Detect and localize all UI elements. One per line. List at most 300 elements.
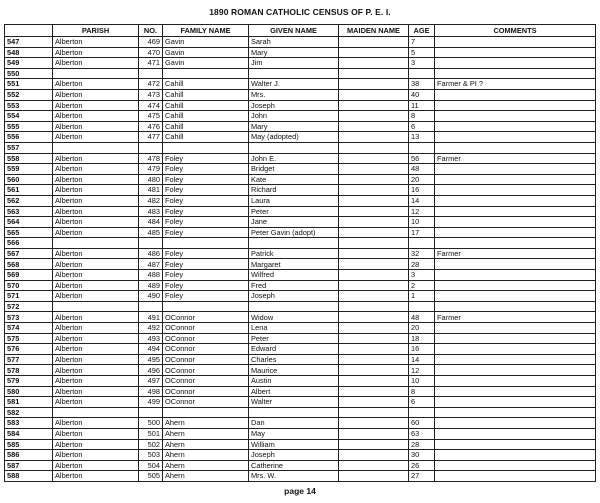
header-maiden-name: MAIDEN NAME [339, 25, 409, 37]
parish-cell [53, 142, 139, 153]
given-name-cell: Peter [249, 333, 339, 344]
table-row [5, 111, 596, 122]
given-name-cell: Joseph [249, 450, 339, 461]
family-name-cell [163, 407, 249, 418]
no-cell: 475 [139, 111, 163, 122]
age-cell: 2 [409, 280, 435, 291]
table-row [5, 227, 596, 238]
maiden-name-cell [339, 354, 409, 365]
maiden-name-cell [339, 407, 409, 418]
age-cell [409, 301, 435, 312]
parish-cell [53, 407, 139, 418]
table-row [5, 47, 596, 58]
table-row [5, 365, 596, 376]
no-cell [139, 238, 163, 249]
maiden-name-cell [339, 259, 409, 270]
parish-cell: Alberton [53, 37, 139, 48]
age-cell: 14 [409, 195, 435, 206]
no-cell: 472 [139, 79, 163, 90]
no-cell: 488 [139, 270, 163, 281]
maiden-name-cell [339, 450, 409, 461]
family-name-cell: Cahill [163, 89, 249, 100]
maiden-name-cell [339, 301, 409, 312]
no-cell: 476 [139, 121, 163, 132]
table-row [5, 206, 596, 217]
family-name-cell: OConnor [163, 386, 249, 397]
row-number-cell: 581 [5, 397, 53, 408]
maiden-name-cell [339, 100, 409, 111]
row-number-cell: 576 [5, 344, 53, 355]
maiden-name-cell [339, 333, 409, 344]
given-name-cell [249, 301, 339, 312]
parish-cell: Alberton [53, 450, 139, 461]
family-name-cell: Ahern [163, 418, 249, 429]
family-name-cell: OConnor [163, 354, 249, 365]
table-row [5, 344, 596, 355]
given-name-cell: Kate [249, 174, 339, 185]
age-cell: 12 [409, 206, 435, 217]
family-name-cell: Cahill [163, 121, 249, 132]
family-name-cell: Foley [163, 291, 249, 302]
family-name-cell [163, 238, 249, 249]
parish-cell: Alberton [53, 47, 139, 58]
no-cell: 495 [139, 354, 163, 365]
age-cell: 18 [409, 333, 435, 344]
family-name-cell: Foley [163, 248, 249, 259]
no-cell: 496 [139, 365, 163, 376]
family-name-cell: OConnor [163, 312, 249, 323]
given-name-cell: Jim [249, 58, 339, 69]
no-cell: 499 [139, 397, 163, 408]
row-number-cell: 584 [5, 428, 53, 439]
given-name-cell: Jane [249, 217, 339, 228]
table-row [5, 386, 596, 397]
family-name-cell: Foley [163, 259, 249, 270]
family-name-cell: Gavin [163, 58, 249, 69]
given-name-cell: Edward [249, 344, 339, 355]
table-row [5, 58, 596, 69]
age-cell: 60 [409, 418, 435, 429]
no-cell: 487 [139, 259, 163, 270]
age-cell: 10 [409, 376, 435, 387]
parish-cell: Alberton [53, 386, 139, 397]
parish-cell: Alberton [53, 471, 139, 482]
given-name-cell [249, 142, 339, 153]
given-name-cell: Mrs. [249, 89, 339, 100]
table-row [5, 280, 596, 291]
row-number-cell: 556 [5, 132, 53, 143]
maiden-name-cell [339, 439, 409, 450]
table-row [5, 132, 596, 143]
no-cell: 494 [139, 344, 163, 355]
table-row [5, 450, 596, 461]
comments-cell [435, 89, 596, 100]
parish-cell: Alberton [53, 79, 139, 90]
no-cell: 497 [139, 376, 163, 387]
comments-cell [435, 238, 596, 249]
age-cell: 20 [409, 174, 435, 185]
header-no: NO. [139, 25, 163, 37]
parish-cell: Alberton [53, 217, 139, 228]
age-cell: 32 [409, 248, 435, 259]
row-number-cell: 549 [5, 58, 53, 69]
parish-cell: Alberton [53, 270, 139, 281]
maiden-name-cell [339, 291, 409, 302]
table-row [5, 333, 596, 344]
no-cell: 479 [139, 164, 163, 175]
header-family-name: FAMILY NAME [163, 25, 249, 37]
row-number-cell: 552 [5, 89, 53, 100]
age-cell: 16 [409, 185, 435, 196]
table-row [5, 397, 596, 408]
table-row [5, 37, 596, 48]
header-row [5, 25, 596, 37]
parish-cell: Alberton [53, 344, 139, 355]
row-number-cell: 557 [5, 142, 53, 153]
comments-cell [435, 164, 596, 175]
row-number-cell: 561 [5, 185, 53, 196]
no-cell: 492 [139, 323, 163, 334]
comments-cell [435, 301, 596, 312]
age-cell: 48 [409, 312, 435, 323]
row-number-cell: 554 [5, 111, 53, 122]
family-name-cell: Foley [163, 174, 249, 185]
census-table [4, 24, 596, 482]
row-number-cell: 567 [5, 248, 53, 259]
age-cell: 5 [409, 47, 435, 58]
row-number-cell: 560 [5, 174, 53, 185]
comments-cell [435, 68, 596, 79]
family-name-cell: Cahill [163, 100, 249, 111]
comments-cell [435, 471, 596, 482]
given-name-cell: Fred [249, 280, 339, 291]
row-number-cell: 573 [5, 312, 53, 323]
table-row [5, 121, 596, 132]
family-name-cell: Ahern [163, 471, 249, 482]
comments-cell [435, 174, 596, 185]
maiden-name-cell [339, 460, 409, 471]
family-name-cell: Foley [163, 185, 249, 196]
given-name-cell: Dan [249, 418, 339, 429]
no-cell: 498 [139, 386, 163, 397]
maiden-name-cell [339, 217, 409, 228]
parish-cell [53, 301, 139, 312]
table-row [5, 79, 596, 90]
given-name-cell: Bridget [249, 164, 339, 175]
table-row [5, 418, 596, 429]
family-name-cell [163, 301, 249, 312]
family-name-cell: OConnor [163, 323, 249, 334]
no-cell: 473 [139, 89, 163, 100]
family-name-cell: Foley [163, 153, 249, 164]
family-name-cell: Foley [163, 217, 249, 228]
age-cell [409, 142, 435, 153]
row-number-cell: 565 [5, 227, 53, 238]
maiden-name-cell [339, 428, 409, 439]
parish-cell: Alberton [53, 428, 139, 439]
table-row [5, 439, 596, 450]
row-number-cell: 553 [5, 100, 53, 111]
parish-cell: Alberton [53, 439, 139, 450]
given-name-cell: Mary [249, 121, 339, 132]
parish-cell [53, 68, 139, 79]
family-name-cell: Cahill [163, 111, 249, 122]
age-cell: 40 [409, 89, 435, 100]
page-number: page 14 [284, 486, 316, 496]
table-row [5, 259, 596, 270]
maiden-name-cell [339, 68, 409, 79]
maiden-name-cell [339, 397, 409, 408]
parish-cell: Alberton [53, 195, 139, 206]
given-name-cell: Mary [249, 47, 339, 58]
given-name-cell: Joseph [249, 291, 339, 302]
parish-cell: Alberton [53, 121, 139, 132]
family-name-cell: Ahern [163, 439, 249, 450]
family-name-cell: OConnor [163, 365, 249, 376]
given-name-cell: Charles [249, 354, 339, 365]
maiden-name-cell [339, 312, 409, 323]
maiden-name-cell [339, 376, 409, 387]
parish-cell: Alberton [53, 248, 139, 259]
header-age: AGE [409, 25, 435, 37]
maiden-name-cell [339, 89, 409, 100]
comments-cell [435, 418, 596, 429]
family-name-cell: Foley [163, 164, 249, 175]
table-row [5, 100, 596, 111]
comments-cell [435, 407, 596, 418]
family-name-cell: Ahern [163, 428, 249, 439]
comments-cell [435, 47, 596, 58]
comments-cell [435, 111, 596, 122]
row-number-cell: 569 [5, 270, 53, 281]
no-cell [139, 301, 163, 312]
no-cell: 493 [139, 333, 163, 344]
row-number-cell: 562 [5, 195, 53, 206]
no-cell: 485 [139, 227, 163, 238]
age-cell: 63 [409, 428, 435, 439]
maiden-name-cell [339, 386, 409, 397]
row-number-cell: 575 [5, 333, 53, 344]
row-number-cell: 580 [5, 386, 53, 397]
table-row [5, 471, 596, 482]
age-cell: 17 [409, 227, 435, 238]
no-cell: 490 [139, 291, 163, 302]
given-name-cell: Margaret [249, 259, 339, 270]
comments-cell [435, 354, 596, 365]
row-number-cell: 547 [5, 37, 53, 48]
maiden-name-cell [339, 185, 409, 196]
given-name-cell: Richard [249, 185, 339, 196]
given-name-cell: Joseph [249, 100, 339, 111]
parish-cell: Alberton [53, 58, 139, 69]
census-body [5, 37, 596, 482]
family-name-cell: OConnor [163, 376, 249, 387]
table-row [5, 376, 596, 387]
table-row [5, 68, 596, 79]
row-number-cell: 579 [5, 376, 53, 387]
maiden-name-cell [339, 153, 409, 164]
table-row [5, 195, 596, 206]
row-number-cell: 564 [5, 217, 53, 228]
comments-cell [435, 428, 596, 439]
no-cell: 477 [139, 132, 163, 143]
family-name-cell: Gavin [163, 47, 249, 58]
maiden-name-cell [339, 418, 409, 429]
comments-cell [435, 439, 596, 450]
comments-cell [435, 386, 596, 397]
document-title: 1890 ROMAN CATHOLIC CENSUS OF P. E. I. [209, 7, 391, 17]
age-cell: 11 [409, 100, 435, 111]
maiden-name-cell [339, 270, 409, 281]
table-row [5, 291, 596, 302]
maiden-name-cell [339, 248, 409, 259]
row-number-cell: 551 [5, 79, 53, 90]
maiden-name-cell [339, 227, 409, 238]
given-name-cell: William [249, 439, 339, 450]
given-name-cell: Widow [249, 312, 339, 323]
table-row [5, 174, 596, 185]
table-row [5, 460, 596, 471]
no-cell: 474 [139, 100, 163, 111]
family-name-cell: Foley [163, 270, 249, 281]
age-cell: 6 [409, 121, 435, 132]
no-cell: 480 [139, 174, 163, 185]
maiden-name-cell [339, 365, 409, 376]
maiden-name-cell [339, 206, 409, 217]
age-cell [409, 68, 435, 79]
no-cell: 501 [139, 428, 163, 439]
parish-cell: Alberton [53, 291, 139, 302]
age-cell: 6 [409, 397, 435, 408]
table-row [5, 428, 596, 439]
comments-cell [435, 206, 596, 217]
family-name-cell [163, 68, 249, 79]
comments-cell [435, 142, 596, 153]
parish-cell: Alberton [53, 259, 139, 270]
given-name-cell: Mrs. W. [249, 471, 339, 482]
comments-cell [435, 344, 596, 355]
comments-cell: Farmer [435, 312, 596, 323]
row-number-cell: 566 [5, 238, 53, 249]
no-cell: 491 [139, 312, 163, 323]
no-cell: 484 [139, 217, 163, 228]
table-row [5, 354, 596, 365]
given-name-cell: May [249, 428, 339, 439]
age-cell: 8 [409, 386, 435, 397]
no-cell: 481 [139, 185, 163, 196]
row-number-cell: 555 [5, 121, 53, 132]
no-cell: 503 [139, 450, 163, 461]
row-number-cell: 571 [5, 291, 53, 302]
given-name-cell [249, 238, 339, 249]
comments-cell [435, 37, 596, 48]
row-number-cell: 582 [5, 407, 53, 418]
no-cell: 504 [139, 460, 163, 471]
age-cell: 30 [409, 450, 435, 461]
parish-cell: Alberton [53, 100, 139, 111]
parish-cell: Alberton [53, 323, 139, 334]
table-row [5, 89, 596, 100]
parish-cell: Alberton [53, 153, 139, 164]
header-parish: PARISH [53, 25, 139, 37]
no-cell: 471 [139, 58, 163, 69]
table-row [5, 153, 596, 164]
table-row [5, 270, 596, 281]
parish-cell: Alberton [53, 89, 139, 100]
family-name-cell: Cahill [163, 79, 249, 90]
given-name-cell [249, 68, 339, 79]
maiden-name-cell [339, 142, 409, 153]
maiden-name-cell [339, 58, 409, 69]
header-given-name: GIVEN NAME [249, 25, 339, 37]
given-name-cell: May (adopted) [249, 132, 339, 143]
parish-cell: Alberton [53, 227, 139, 238]
comments-cell [435, 376, 596, 387]
row-number-cell: 570 [5, 280, 53, 291]
parish-cell: Alberton [53, 280, 139, 291]
no-cell: 505 [139, 471, 163, 482]
row-number-cell: 577 [5, 354, 53, 365]
age-cell: 7 [409, 37, 435, 48]
comments-cell [435, 280, 596, 291]
maiden-name-cell [339, 37, 409, 48]
age-cell: 56 [409, 153, 435, 164]
given-name-cell: Wilfred [249, 270, 339, 281]
maiden-name-cell [339, 79, 409, 90]
given-name-cell: Catherine [249, 460, 339, 471]
age-cell: 3 [409, 58, 435, 69]
row-number-cell: 583 [5, 418, 53, 429]
header-comments: COMMENTS [435, 25, 596, 37]
table-row [5, 142, 596, 153]
given-name-cell: Walter [249, 397, 339, 408]
maiden-name-cell [339, 195, 409, 206]
parish-cell: Alberton [53, 312, 139, 323]
age-cell: 14 [409, 354, 435, 365]
family-name-cell: Foley [163, 227, 249, 238]
age-cell: 27 [409, 471, 435, 482]
no-cell [139, 68, 163, 79]
comments-cell [435, 132, 596, 143]
row-number-cell: 572 [5, 301, 53, 312]
comments-cell: Farmer [435, 153, 596, 164]
comments-cell: Farmer & PI ? [435, 79, 596, 90]
family-name-cell: OConnor [163, 397, 249, 408]
table-row [5, 248, 596, 259]
parish-cell: Alberton [53, 174, 139, 185]
no-cell: 489 [139, 280, 163, 291]
no-cell: 483 [139, 206, 163, 217]
row-number-cell: 586 [5, 450, 53, 461]
maiden-name-cell [339, 121, 409, 132]
parish-cell: Alberton [53, 333, 139, 344]
age-cell: 12 [409, 365, 435, 376]
comments-cell [435, 460, 596, 471]
row-number-cell: 585 [5, 439, 53, 450]
comments-cell [435, 270, 596, 281]
given-name-cell: Walter J. [249, 79, 339, 90]
maiden-name-cell [339, 111, 409, 122]
parish-cell: Alberton [53, 354, 139, 365]
given-name-cell: Sarah [249, 37, 339, 48]
age-cell [409, 407, 435, 418]
comments-cell [435, 333, 596, 344]
parish-cell: Alberton [53, 111, 139, 122]
comments-cell [435, 58, 596, 69]
age-cell: 3 [409, 270, 435, 281]
maiden-name-cell [339, 344, 409, 355]
row-number-cell: 559 [5, 164, 53, 175]
